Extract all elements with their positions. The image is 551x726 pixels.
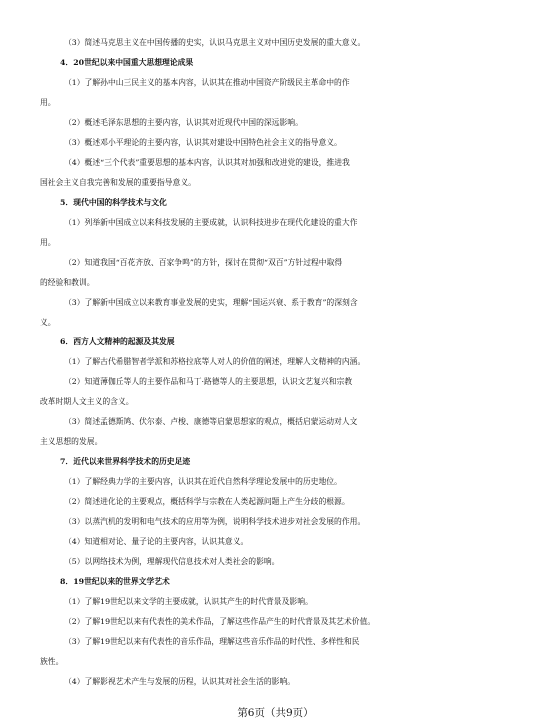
text-line: （1）了解19世纪以来文学的主要成就，认识其产生的时代背景及影响。 [64,597,313,606]
text-line: （1）了解古代希腊智者学派和苏格拉底等人对人的价值的阐述，理解人文精神的内涵。 [64,357,366,366]
text-line: （5）以网络技术为例，理解现代信息技术对人类社会的影响。 [64,557,280,566]
text-line: 主义思想的发展。 [40,437,103,446]
text-line: 用。 [40,238,56,247]
text-line: （3）简述孟德斯鸠、伏尔泰、卢梭、康德等启蒙思想家的观点，概括启蒙运动对人文 [64,417,358,426]
text-line: 改革时期人文主义的含义。 [40,397,134,406]
text-line: （2）知道薄伽丘等人的主要作品和马丁·路德等人的主要思想，认识文艺复兴和宗教 [64,377,353,386]
text-line: （1）了解孙中山三民主义的基本内容，认识其在推动中国资产阶级民主革命中的作 [64,78,350,87]
text-line: 义。 [40,318,56,327]
text-line: （4）了解影视艺术产生与发展的历程，认识其对社会生活的影响。 [64,677,296,686]
text-line: （1）列举新中国成立以来科技发展的主要成就，认识科技进步在现代化建设的重大作 [64,218,358,227]
text-line: （4）知道相对论、量子论的主要内容，认识其意义。 [64,537,249,546]
text-line: 的经验和教训。 [40,278,95,287]
text-line: （2）知道我国“百花齐放、百家争鸣”的方针，探讨在贯彻“双百”方针过程中取得 [64,258,343,267]
text-line: （2）简述进化论的主要观点，概括科学与宗教在人类起源问题上产生分歧的根源。 [64,497,350,506]
text-line: （3）了解19世纪以来有代表性的音乐作品，理解这些音乐作品的时代性、多样性和民 [64,637,360,646]
section-heading: 5．现代中国的科学技术与文化 [60,198,167,207]
text-line: （3）以蒸汽机的发明和电气技术的应用等为例，说明科学技术进步对社会发展的作用。 [64,517,366,526]
text-line: 国社会主义自我完善和发展的重要指导意义。 [40,178,196,187]
text-line: （3）了解新中国成立以来教育事业发展的史实，理解“国运兴衰、系于教育”的深刻含 [64,298,358,307]
text-line: （1）了解经典力学的主要内容，认识其在近代自然科学理论发展中的历史地位。 [64,477,342,486]
text-line: 族性。 [40,657,64,666]
section-heading: 4．20世纪以来中国重大思想理论成果 [60,58,194,67]
text-line: （3）概述邓小平理论的主要内容，认识其对建设中国特色社会主义的指导意义。 [64,138,342,147]
text-line: （2）了解19世纪以来有代表性的美术作品，了解这些作品产生的时代背景及其艺术价值。 [64,617,376,626]
page-number-footer: 第6页（共9页） [237,707,314,719]
text-line: （2）概述毛泽东思想的主要内容，认识其对近现代中国的深远影响。 [64,118,303,127]
section-heading: 6．西方人文精神的起源及其发展 [60,337,175,346]
text-line: （3）简述马克思主义在中国传播的史实，认识马克思主义对中国历史发展的重大意义。 [64,38,366,47]
section-heading: 7．近代以来世界科学技术的历史足迹 [60,457,191,466]
text-line: 用。 [40,98,56,107]
section-heading: 8．19世纪以来的世界文学艺术 [60,577,170,586]
text-line: （4）概述“三个代表”重要思想的基本内容，认识其对加强和改进党的建设，推进我 [64,158,350,167]
